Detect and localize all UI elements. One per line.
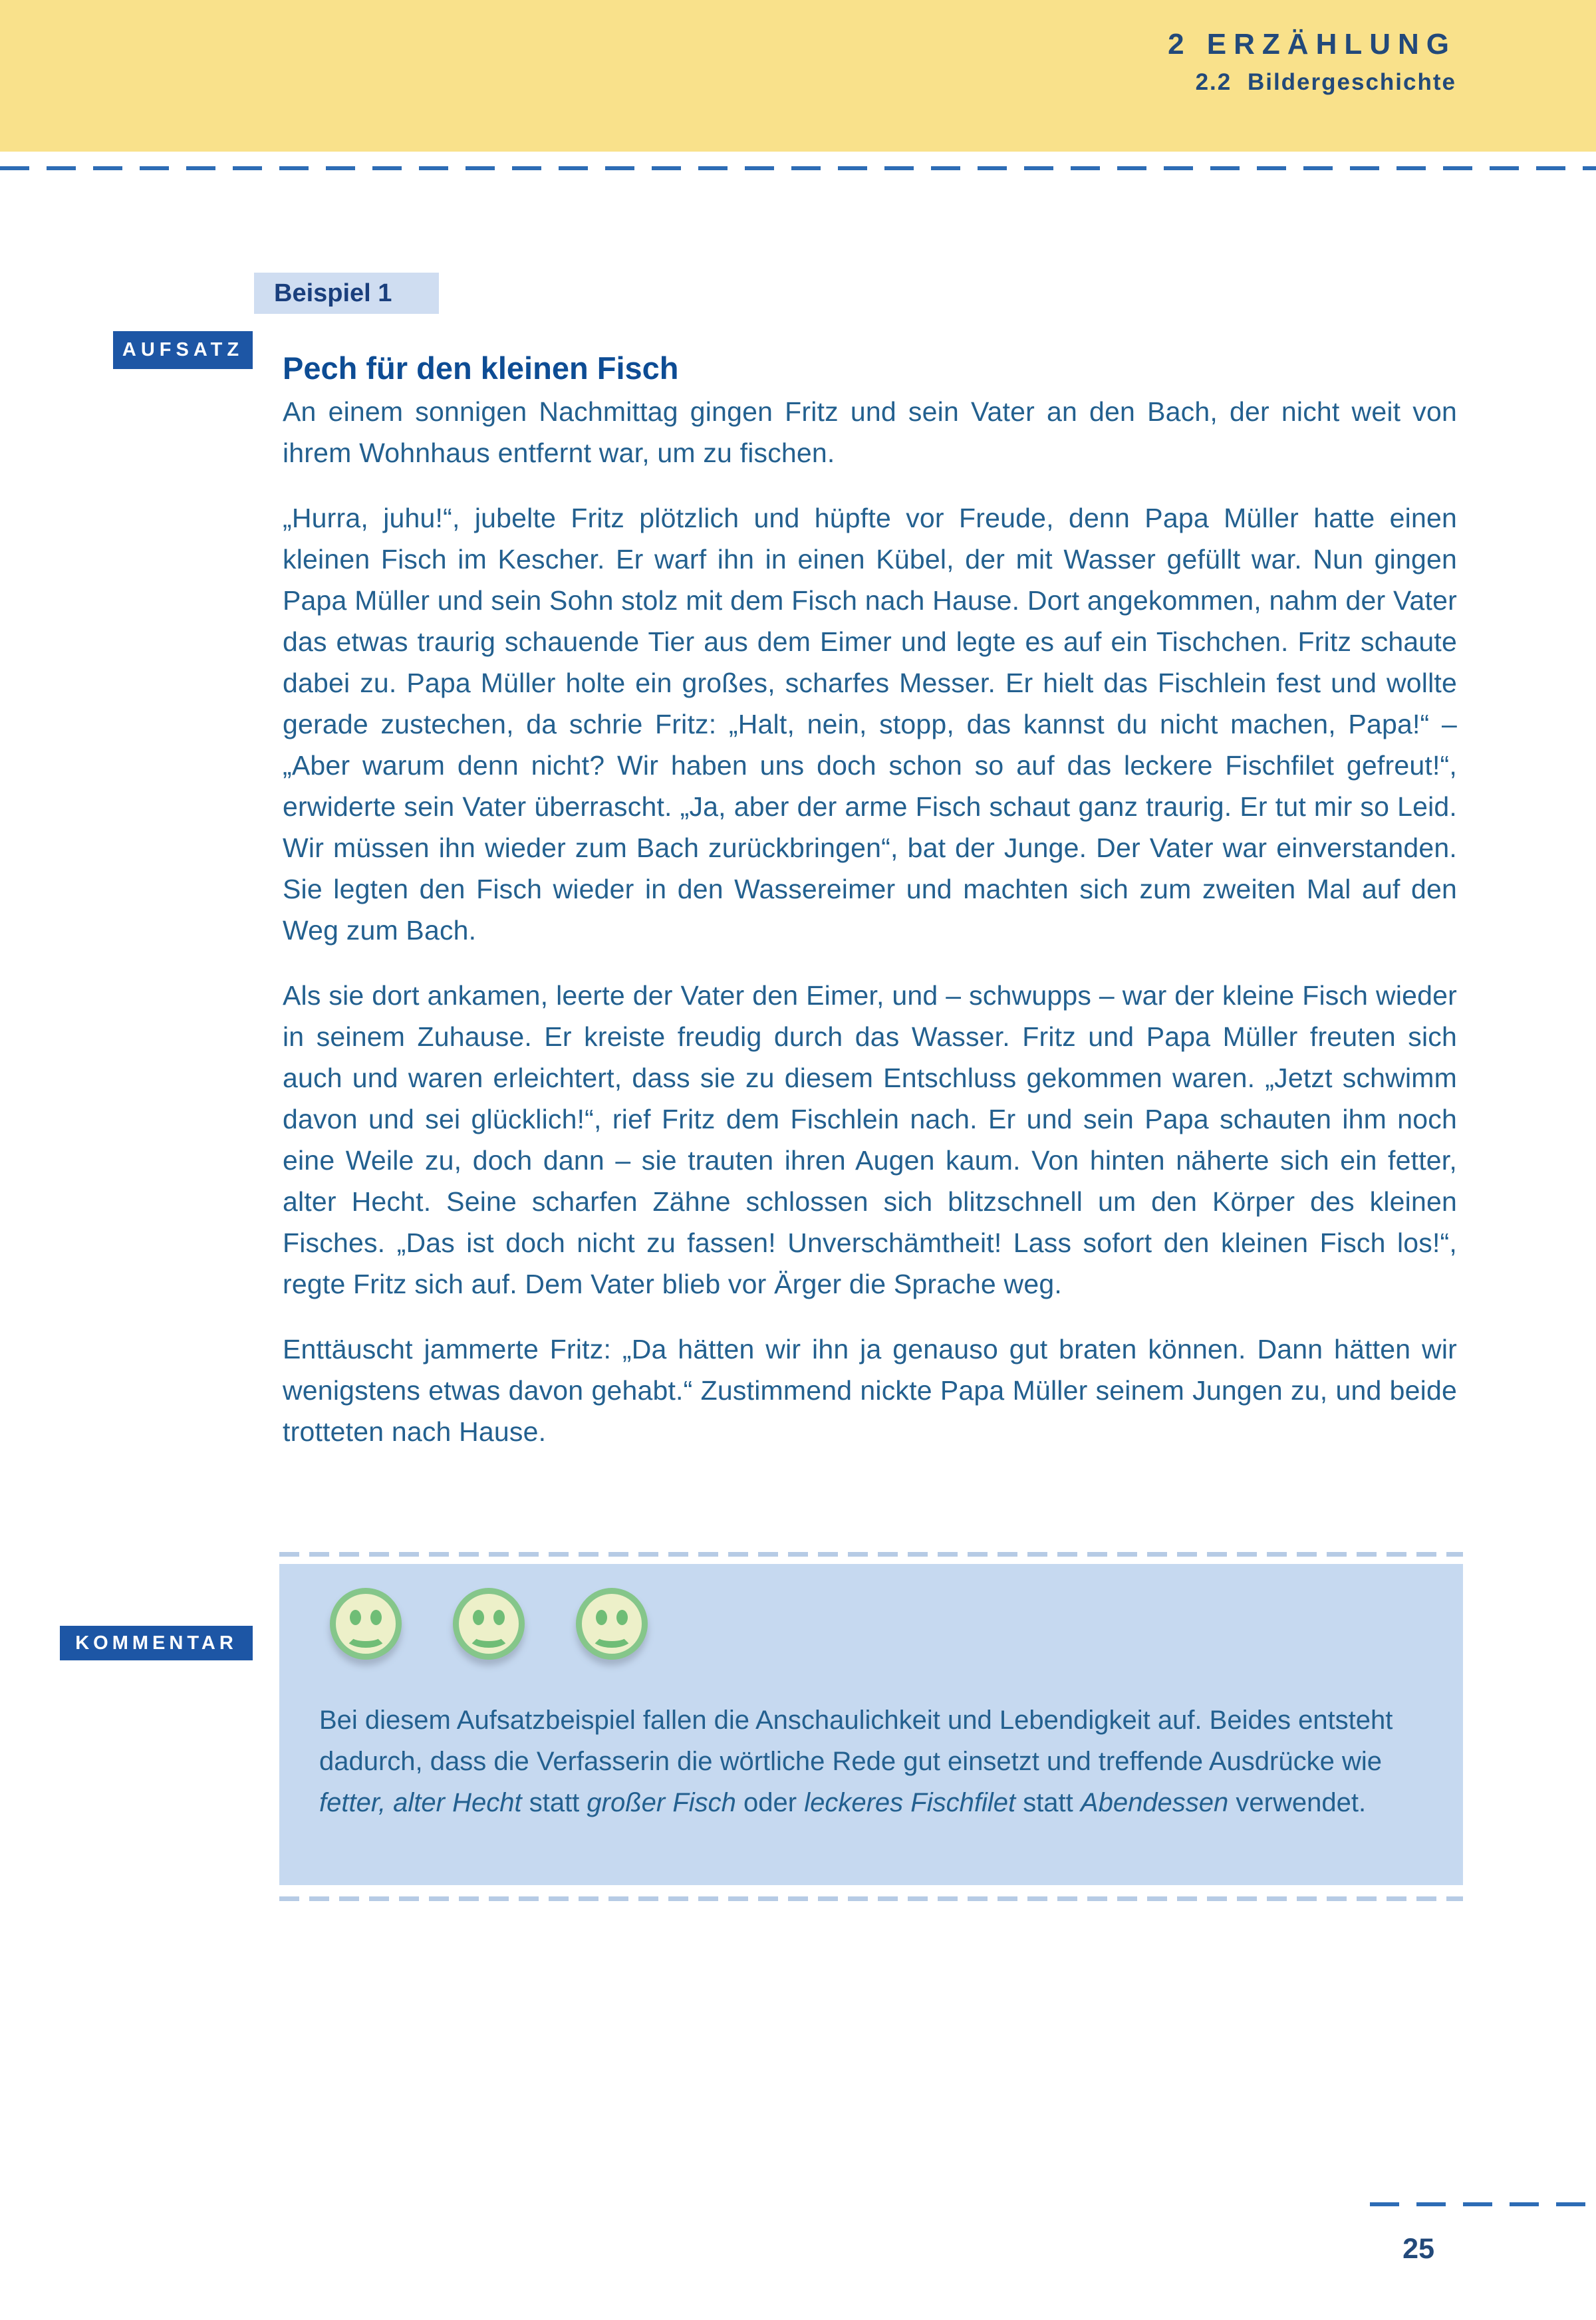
essay-section	[283, 351, 1457, 1452]
comment-text-segment: Abendessen	[1080, 1788, 1229, 1817]
smiley-icon	[576, 1588, 648, 1660]
comment-text-segment: fetter, alter Hecht	[319, 1788, 522, 1817]
smiley-rating	[279, 1564, 1463, 1660]
comment-text-segment: Bei diesem Aufsatzbeispiel fallen die Anschaulichkeit und Lebendigkeit auf. Beides entsteht dadurch, dass die Verfasserin die wörtliche Rede gut einsetzt und treffende Ausdrücke wie	[319, 1706, 1393, 1776]
smiley-icon	[453, 1588, 525, 1660]
smiley-eye-icon	[350, 1610, 361, 1625]
comment-box-top-dashed-rule	[279, 1552, 1463, 1557]
essay-paragraph: An einem sonnigen Nachmittag gingen Fritz und sein Vater an den Bach, der nicht weit von ihrem Wohnhaus entfernt war, um zu fischen.	[283, 396, 1457, 468]
comment-text	[279, 1700, 1463, 1823]
margin-label-kommentar: KOMMENTAR	[60, 1626, 253, 1660]
essay-title: Pech für den kleinen Fisch	[283, 350, 679, 386]
essay-paragraph: Enttäuscht jammerte Fritz: „Da hätten wir ihn ja genauso gut braten können. Dann hätten wir wenigstens etwas davon gehabt.“ Zustimmend nickte Papa Müller seinem Jungen zu, und beide trotteten nach Hause.	[283, 1334, 1457, 1447]
comment-text-segment: statt	[521, 1788, 587, 1817]
smiley-mouth-icon	[344, 1625, 387, 1648]
comment-box	[279, 1564, 1463, 1885]
smiley-eye-icon	[596, 1610, 607, 1625]
page-number: 25	[1402, 2233, 1434, 2265]
smiley-mouth-icon	[467, 1625, 510, 1648]
comment-text-segment: oder	[735, 1788, 805, 1817]
section-heading: 2.2 Bildergeschichte	[1195, 69, 1456, 95]
essay-paragraph: „Hurra, juhu!“, jubelte Fritz plötzlich und hüpfte vor Freude, denn Papa Müller hatte einen kleinen Fisch im Kescher. Er warf ihn in einen Kübel, der mit Wasser gefüllt war. Nun gingen Papa Müller und sein Sohn stolz mit dem Fisch nach Hause. Dort angekommen, nahm der Vater das etwas traurig schauende Tier aus dem Eimer und legte es auf ein Tischchen. Fritz schaute dabei zu. Papa Müller holte ein großes, scharfes Messer. Er hielt das Fischlein fest und wollte gerade zustechen, da schrie Fritz: „Halt, nein, stopp, das kannst du nicht machen, Papa!“ – „Aber warum denn nicht? Wir haben uns doch schon so auf das leckere Fischfilet gefreut!“, erwiderte sein Vater überrascht. „Ja, aber der arme Fisch schaut ganz traurig. Er tut mir so Leid. Wir müssen ihn wieder zum Bach zurückbringen“, bat der Junge. Der Vater war einverstanden. Sie legten den Fisch wieder in den Wassereimer und machten sich zum zweiten Mal auf den Weg zum Bach.	[283, 503, 1457, 946]
comment-text-segment: verwendet.	[1228, 1788, 1367, 1817]
margin-label-aufsatz: AUFSATZ	[113, 331, 253, 369]
header-dashed-rule	[0, 166, 1596, 170]
comment-text-segment: statt	[1015, 1788, 1081, 1817]
essay-paragraph: Als sie dort ankamen, leerte der Vater den Eimer, und – schwupps – war der kleine Fisch wieder in seinem Zuhause. Er kreiste freudig durch das Wasser. Fritz und Papa Müller freuten sich auch und waren erleichtert, dass sie zu diesem Entschluss gekommen waren. „Jetzt schwimm davon und sei glücklich!“, rief Fritz dem Fischlein nach. Er und sein Papa schauten ihm noch eine Weile zu, doch dann – sie trauten ihren Augen kaum. Von hinten näherte sich ein fetter, alter Hecht. Seine scharfen Zähne schlossen sich blitzschnell um den Körper des kleinen Fisches. „Das ist doch nicht zu fassen! Unverschämtheit! Lass sofort den kleinen Fisch los!“, regte Fritz sich auf. Dem Vater blieb vor Ärger die Sprache weg.	[283, 980, 1457, 1299]
comment-text-segment: leckeres Fischfilet	[804, 1788, 1016, 1817]
smiley-eye-icon	[473, 1610, 484, 1625]
smiley-eye-icon	[616, 1610, 628, 1625]
example-badge: Beispiel 1	[254, 273, 439, 314]
smiley-eye-icon	[370, 1610, 382, 1625]
smiley-eye-icon	[493, 1610, 505, 1625]
smiley-mouth-icon	[591, 1625, 633, 1648]
smiley-icon	[330, 1588, 402, 1660]
comment-box-bottom-dashed-rule	[279, 1896, 1463, 1901]
chapter-heading: 2 ERZÄHLUNG	[1168, 28, 1456, 61]
comment-text-segment: großer Fisch	[587, 1788, 736, 1817]
footer-dashed-rule	[1370, 2202, 1596, 2206]
